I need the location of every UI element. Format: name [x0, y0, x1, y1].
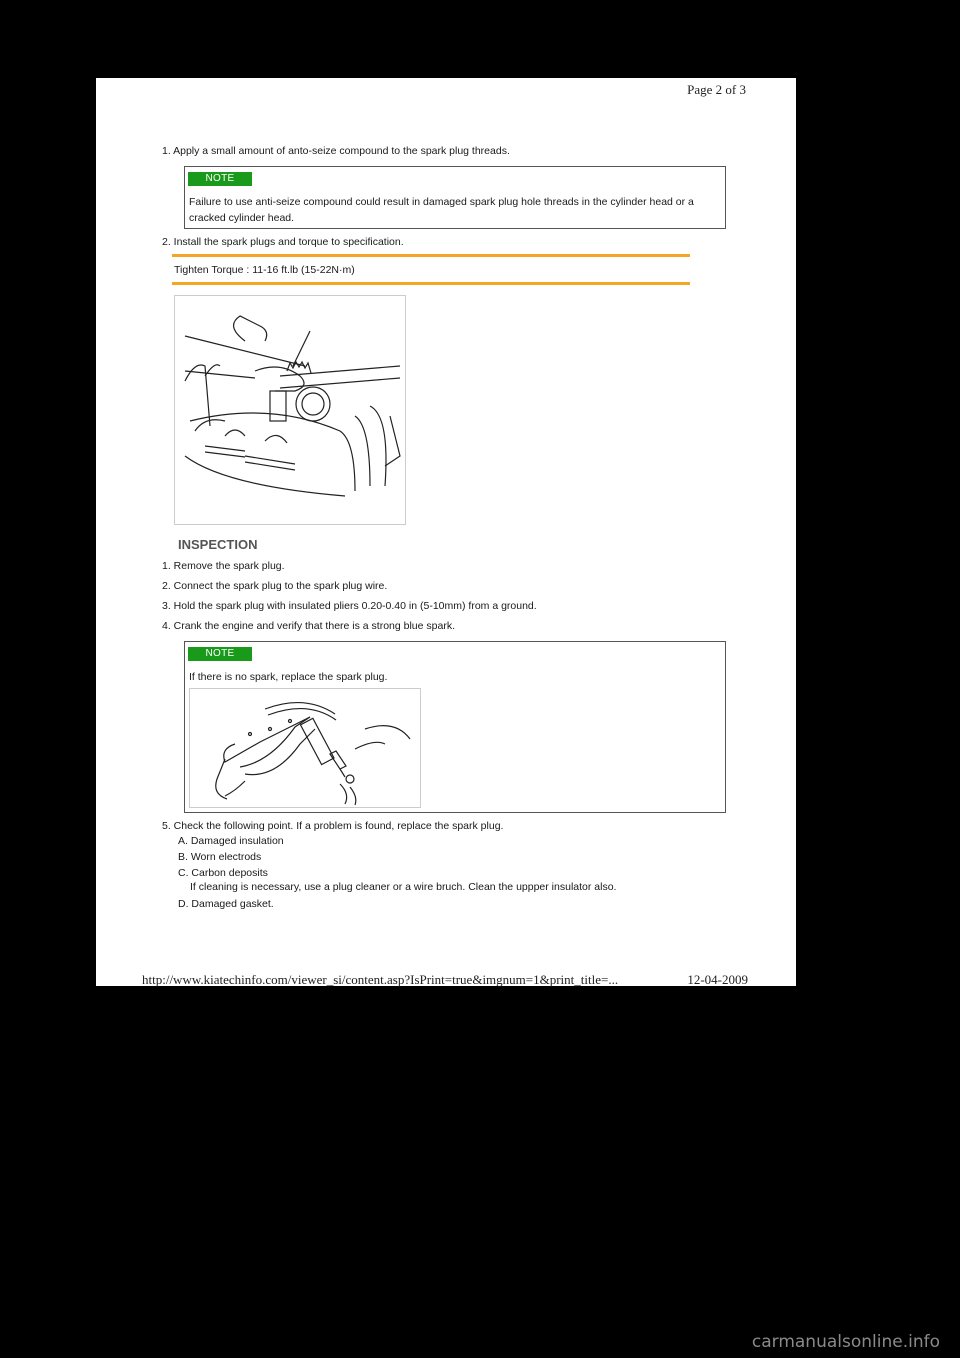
- footer-date: 12-04-2009: [687, 972, 748, 987]
- torque-spec: Tighten Torque : 11-16 ft.lb (15-22N·m): [174, 264, 355, 276]
- torque-top-rule: [172, 254, 690, 257]
- torque-bottom-rule: [172, 282, 690, 285]
- pliers-spark-plug-illustration-icon: [190, 689, 420, 807]
- document-page: [96, 78, 796, 986]
- check-item-b: B. Worn electrods: [178, 851, 262, 863]
- note-tag: NOTE: [188, 647, 252, 661]
- inspection-heading: INSPECTION: [178, 537, 258, 552]
- spark-test-figure: [189, 688, 421, 808]
- spark-plug-installation-figure: [174, 295, 406, 525]
- install-step-1: 1. Apply a small amount of anto-seize compound to the spark plug threads.: [162, 145, 510, 157]
- inspection-step-4: 4. Crank the engine and verify that there is a strong blue spark.: [162, 620, 456, 632]
- install-step-2: 2. Install the spark plugs and torque to specification.: [162, 236, 404, 248]
- page-indicator: Page 2 of 3: [687, 82, 746, 97]
- engine-wrench-illustration-icon: [175, 296, 405, 524]
- watermark: carmanualsonline.info: [751, 1332, 940, 1352]
- check-item-a: A. Damaged insulation: [178, 835, 284, 847]
- inspection-step-2: 2. Connect the spark plug to the spark plug wire.: [162, 580, 388, 592]
- note-text-line1: Failure to use anti-seize compound could result in damaged spark plug hole threads in the cylinder head or a: [189, 196, 694, 208]
- note-tag: NOTE: [188, 172, 252, 186]
- check-item-d: D. Damaged gasket.: [178, 898, 274, 910]
- note-box-antiseize: [184, 166, 726, 229]
- check-item-c-detail: If cleaning is necessary, use a plug cleaner or a wire bruch. Clean the uppper insulator also.: [190, 881, 617, 893]
- note-box-no-spark: [184, 641, 726, 813]
- inspection-step-1: 1. Remove the spark plug.: [162, 560, 285, 572]
- inspection-step-5: 5. Check the following point. If a problem is found, replace the spark plug.: [162, 820, 504, 832]
- note-text-line2: cracked cylinder head.: [189, 212, 295, 224]
- footer-url: http://www.kiatechinfo.com/viewer_si/content.asp?IsPrint=true&imgnum=1&print_title=...: [142, 972, 619, 987]
- inspection-step-3: 3. Hold the spark plug with insulated pliers 0.20-0.40 in (5-10mm) from a ground.: [162, 600, 537, 612]
- note-text: If there is no spark, replace the spark plug.: [189, 671, 388, 683]
- check-item-c: C. Carbon deposits: [178, 867, 268, 879]
